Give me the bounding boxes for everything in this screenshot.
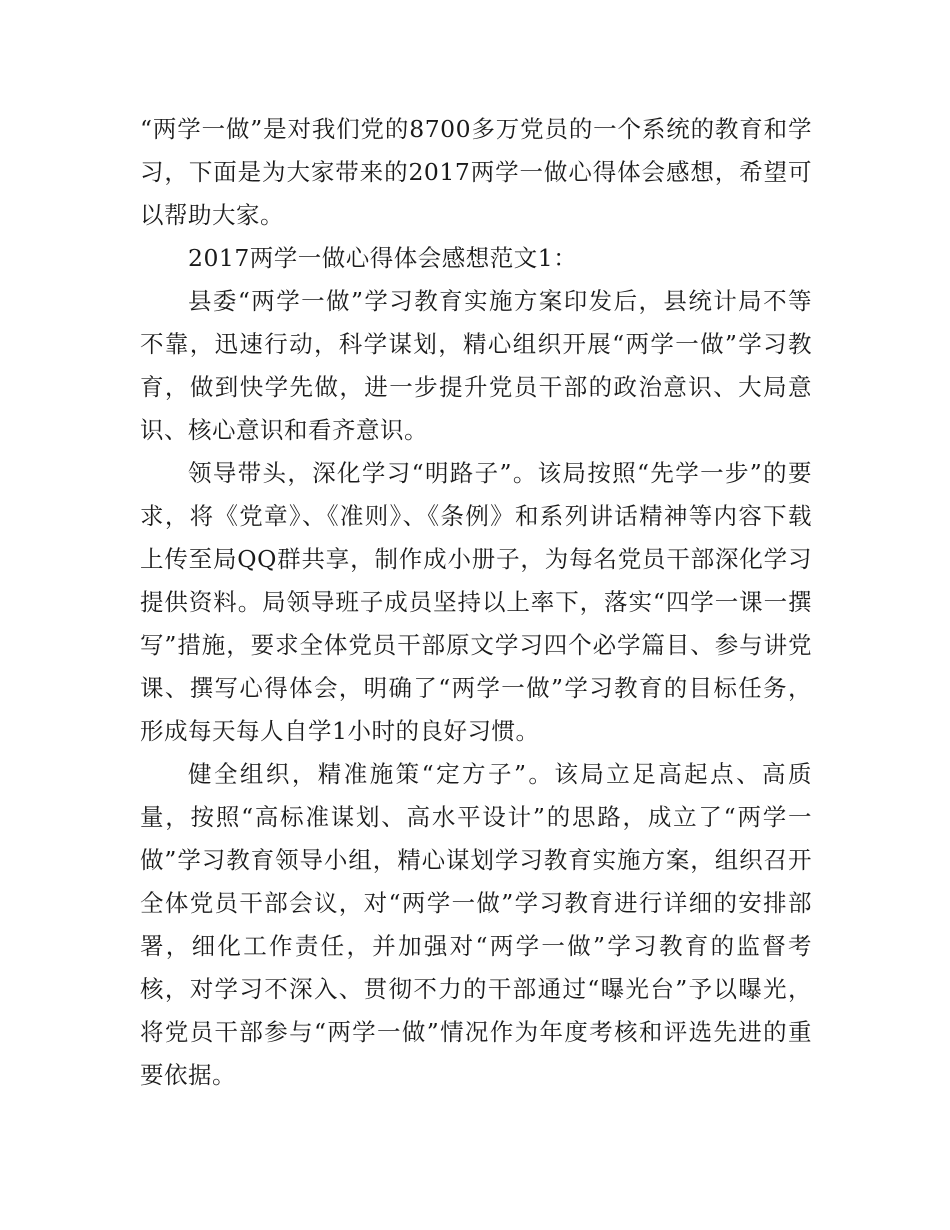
- paragraph-county-plan: 县委“两学一做”学习教育实施方案印发后，县统计局不等不靠，迅速行动，科学谋划，精心组织开展“两学一做”学习教育，做到快学先做，进一步提升党员干部的政治意识、大局意识、核心意识和看齐意识。: [140, 287, 812, 444]
- paragraph-leadership: 领导带头，深化学习“明路子”。该局按照“先学一步”的要求，将《党章》、《准则》、《条例》和系列讲话精神等内容下载上传至局QQ群共享，制作成小册子，为每名党员干部深化学习提供资料。局领导班子成员坚持以上率下，落实“四学一课一撰写”措施，要求全体党员干部原文学习四个必学篇目、参与讲党课、撰写心得体会，明确了“两学一做”学习教育的目标任务，形成每天每人自学1小时的良好习惯。: [140, 459, 812, 745]
- document-body: [140, 108, 812, 1097]
- paragraph-organization: 健全组织，精准施策“定方子”。该局立足高起点、高质量，按照“高标准谋划、高水平设计”的思路，成立了“两学一做”学习教育领导小组，精心谋划学习教育实施方案，组织召开全体党员干部会议，对“两学一做”学习教育进行详细的安排部署，细化工作责任，并加强对“两学一做”学习教育的监督考核，对学习不深入、贯彻不力的干部通过“曝光台”予以曝光，将党员干部参与“两学一做”情况作为年度考核和评选先进的重要依据。: [140, 760, 812, 1089]
- paragraph-intro: “两学一做”是对我们党的8700多万党员的一个系统的教育和学习，下面是为大家带来的2017两学一做心得体会感想，希望可以帮助大家。: [140, 115, 812, 229]
- paragraph-sample-heading: 2017两学一做心得体会感想范文1：: [188, 244, 578, 272]
